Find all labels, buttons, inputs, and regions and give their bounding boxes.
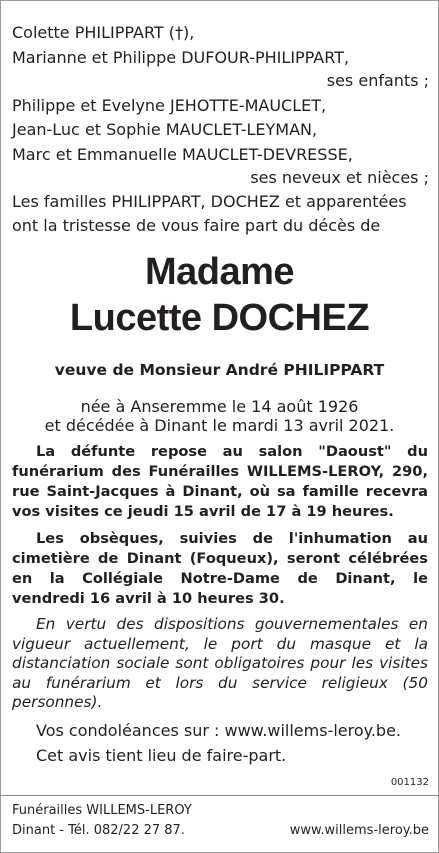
footer-website[interactable]: www.willems-leroy.be: [289, 823, 429, 838]
deceased-name: Lucette DOCHEZ: [69, 297, 370, 339]
birth-info: née à Anseremme le 14 août 1926: [80, 397, 359, 416]
family-line-9: ont la tristesse de vous faire part du décès de: [12, 216, 381, 235]
family-line-8: Les familles PHILIPPART, DOCHEZ et apparentées: [12, 192, 407, 211]
health-measures-paragraph: En vertu des dispositions gouvernementales en vigueur actuellement, le port du masque et la distanciation sociale sont obligatoires pour les visites au funérarium et lors du service religieux (50 personnes).: [12, 615, 428, 711]
footer-phone: Dinant - Tél. 082/22 27 87.: [12, 823, 185, 838]
family-line-2: Marianne et Philippe DUFOUR-PHILIPPART,: [12, 48, 350, 67]
family-line-1: Colette PHILIPPART (†),: [12, 23, 195, 42]
family-line-4: Philippe et Evelyne JEHOTTE-MAUCLET,: [12, 96, 327, 115]
widow-of: veuve de Monsieur André PHILIPPART: [54, 361, 385, 379]
notice-line: Cet avis tient lieu de faire-part.: [36, 746, 287, 765]
reference-number: 001132: [390, 777, 429, 788]
footer-company: Funérailles WILLEMS-LEROY: [12, 803, 192, 818]
death-info: et décédée à Dinant le mardi 13 avril 2021.: [44, 416, 395, 435]
funeral-paragraph: Les obsèques, suivies de l'inhumation au cimetière de Dinant (Foqueux), seront célébrées en la Collégiale Notre-Dame de Dinant, le vendredi 16 avril à 10 heures 30.: [12, 530, 428, 607]
family-line-6: Marc et Emmanuelle MAUCLET-DEVRESSE,: [12, 145, 353, 164]
family-line-7: ses neveux et nièces ;: [250, 168, 429, 187]
deceased-title: Madame: [144, 251, 295, 293]
condolences-line: Vos condoléances sur : www.willems-leroy.be.: [36, 721, 401, 740]
family-line-5: Jean-Luc et Sophie MAUCLET-LEYMAN,: [12, 120, 318, 139]
repose-paragraph: La défunte repose au salon "Daoust" du funérarium des Funérailles WILLEMS-LEROY, 290, rue Saint-Jacques à Dinant, où sa famille recevra vos visites ce jeudi 15 avril de 17 à 19 heures.: [12, 443, 428, 520]
footer-divider: [0, 795, 439, 796]
family-line-3: ses enfants ;: [326, 71, 429, 90]
